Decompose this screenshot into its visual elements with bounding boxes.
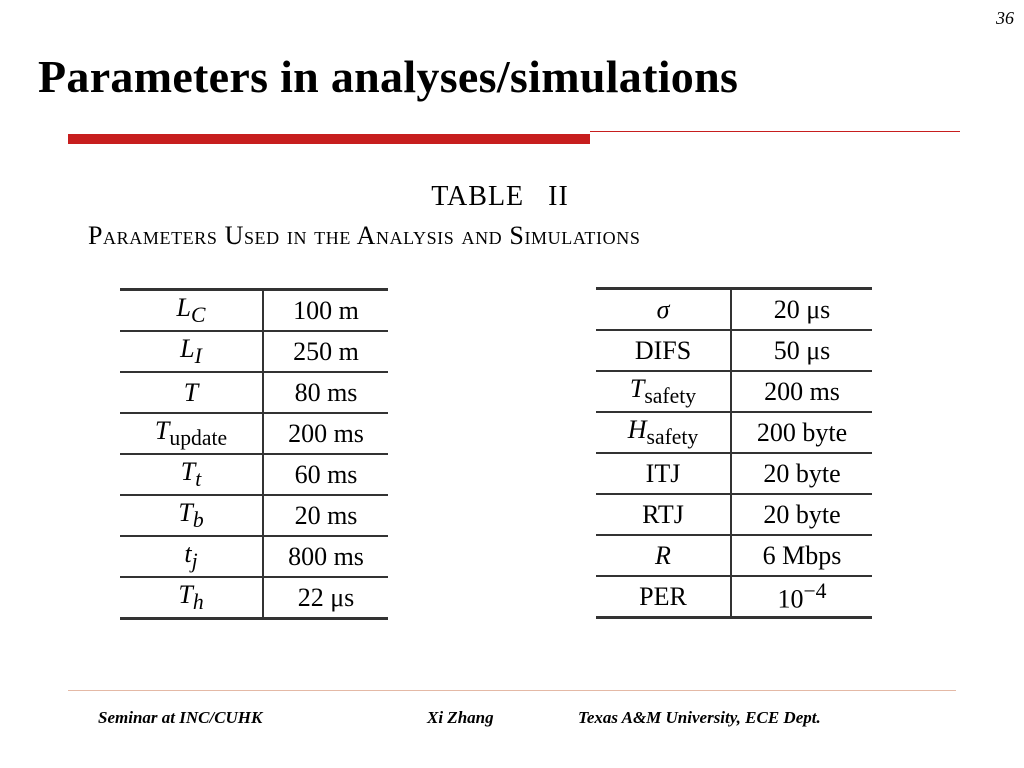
param-value: 20 ms xyxy=(263,495,388,536)
param-value: 20 byte xyxy=(731,453,872,494)
param-value: 20 μs xyxy=(731,289,872,331)
table-caption-number: TABLE II xyxy=(431,181,569,212)
parameter-table-right xyxy=(596,287,872,619)
param-value: 250 m xyxy=(263,331,388,372)
param-value: 100 m xyxy=(263,290,388,332)
table-row xyxy=(120,372,388,413)
footer-affiliation: Texas A&M University, ECE Dept. xyxy=(578,708,821,727)
param-symbol: T xyxy=(120,372,263,413)
table-row xyxy=(120,331,388,372)
param-symbol: $T_h$ xyxy=(120,577,263,619)
table-row xyxy=(120,413,388,454)
slide-number: 36 xyxy=(996,8,1014,28)
param-value: $10^{-4}$ xyxy=(731,576,872,618)
param-symbol: $L_C$ xyxy=(120,290,263,332)
table-caption-title: Parameters Used in the Analysis and Simulations xyxy=(88,221,641,250)
param-symbol: PER xyxy=(596,576,731,618)
parameter-table-left xyxy=(120,288,388,620)
param-value: 50 μs xyxy=(731,330,872,371)
table-row xyxy=(120,454,388,495)
param-value: 200 ms xyxy=(263,413,388,454)
table-row xyxy=(596,371,872,412)
param-symbol: DIFS xyxy=(596,330,731,371)
param-value: 20 byte xyxy=(731,494,872,535)
table-row xyxy=(596,453,872,494)
param-symbol: $L_I$ xyxy=(120,331,263,372)
param-symbol: $T_{update}$ xyxy=(120,413,263,454)
table-row xyxy=(120,536,388,577)
table-row xyxy=(120,495,388,536)
param-symbol: ITJ xyxy=(596,453,731,494)
param-value: 80 ms xyxy=(263,372,388,413)
param-symbol: $T_b$ xyxy=(120,495,263,536)
table-row xyxy=(596,412,872,453)
param-value: 200 byte xyxy=(731,412,872,453)
table-row xyxy=(596,330,872,371)
param-symbol: R xyxy=(596,535,731,576)
param-value: 800 ms xyxy=(263,536,388,577)
table-row xyxy=(596,494,872,535)
slide-title: Parameters in analyses/simulations xyxy=(38,51,739,102)
table-row xyxy=(120,577,388,619)
footer-author: Xi Zhang xyxy=(427,708,494,727)
param-symbol: $T_t$ xyxy=(120,454,263,495)
param-symbol: $H_{safety}$ xyxy=(596,412,731,453)
param-value: 200 ms xyxy=(731,371,872,412)
table-row xyxy=(120,290,388,332)
param-symbol: $t_j$ xyxy=(120,536,263,577)
footer-seminar: Seminar at INC/CUHK xyxy=(98,708,263,727)
param-symbol: RTJ xyxy=(596,494,731,535)
table-row xyxy=(596,535,872,576)
footer-divider xyxy=(68,690,956,691)
param-value: 22 μs xyxy=(263,577,388,619)
title-underline-thick xyxy=(68,134,590,144)
param-symbol: σ xyxy=(596,289,731,331)
param-value: 60 ms xyxy=(263,454,388,495)
table-row xyxy=(596,289,872,331)
table-row xyxy=(596,576,872,618)
title-underline-thin xyxy=(590,131,960,132)
param-value: 6 Mbps xyxy=(731,535,872,576)
param-symbol: $T_{safety}$ xyxy=(596,371,731,412)
